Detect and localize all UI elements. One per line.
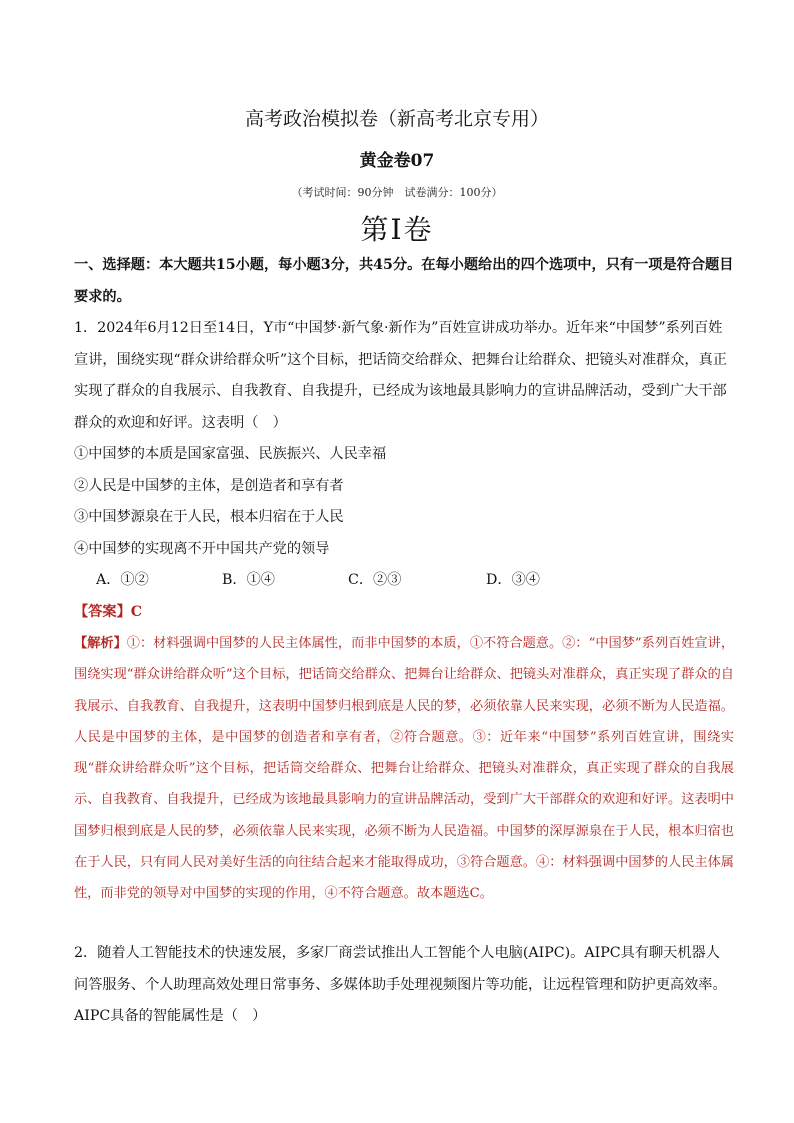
section-instructions: 一、选择题：本大题共15小题，每小题3分，共45分。在每小题给出的四个选项中，只有一项是符合题目要求的。: [74, 257, 734, 305]
choice-d: D．③④: [486, 572, 540, 588]
question-1-stem: 1．2024年6月12日至14日，Y市“中国梦·新气象·新作为”百姓宣讲成功举办。近年来“中国梦”系列百姓宣讲，围绕实现“群众讲给群众听”这个目标，把话筒交给群众、把舞台让给群众、把镜头对准群众，真正实现了群众的自我展示、自我教育、自我提升，已经成为该地最具影响力的宣讲品牌活动，受到广大干部群众的欢迎和好评。这表明（ ）: [74, 320, 727, 431]
analysis-text: ①：材料强调中国梦的人民主体属性，而非中国梦的本质，①不符合题意。②：“中国梦”系列百姓宣讲，围绕实现“群众讲给群众听”这个目标，把话筒交给群众、把舞台让给群众、把镜头对准群众，真正实现了群众的自我展示、自我教育、自我提升，这表明中国梦归根到底是人民的梦，必须依靠人民来实现，必须不断为人民造福。人民是中国梦的主体，是中国梦的创造者和享有者，②符合题意。③：近年来“中国梦”系列百姓宣讲，围绕实现“群众讲给群众听”这个目标，把话筒交给群众、把舞台让给群众、把镜头对准群众，真正实现了群众的自我展示、自我教育、自我提升，已经成为该地最具影响力的宣讲品牌活动，受到广大干部群众的欢迎和好评。这表明中国梦归根到底是人民的梦，必须依靠人民来实现，必须不断为人民造福。中国梦的深厚源泉在于人民，根本归宿也在于人民，只有同人民对美好生活的向往结合起来才能取得成功，③符合题意。④：材料强调中国梦的人民主体属性，而非党的领导对中国梦的实现的作用，④不符合题意。故本题选C。: [74, 636, 735, 902]
paper-title: 高考政治模拟卷（新高考北京专用）: [244, 108, 549, 130]
section-title: 第Ⅰ卷: [360, 213, 434, 246]
question-1-answer: [74, 597, 734, 629]
paper-subtitle: 黄金卷07: [359, 151, 435, 171]
analysis-label: 【解析】: [74, 636, 127, 651]
question-2-block: [74, 938, 734, 1033]
choice-a: A．①②: [96, 572, 149, 588]
choice-b: B．①④: [222, 572, 275, 588]
choice-c: C．②③: [348, 572, 402, 588]
question-1-option-1: ①中国梦的本质是国家富强、民族振兴、人民幸福: [74, 446, 387, 462]
answer-label: 【答案】: [74, 603, 131, 620]
question-1-choices: [74, 565, 734, 597]
question-1-option-4: ④中国梦的实现离不开中国共产党的领导: [74, 540, 330, 557]
question-1-block: [74, 250, 734, 628]
question-2-stem: 2．随着人工智能技术的快速发展，多家厂商尝试推出人工智能个人电脑(AIPC)。AIPC具有聊天机器人问答服务、个人助理高效处理日常事务、多媒体助手处理视频图片等功能，让远程管理和防护更高效率。AIPC具备的智能属性是（ ）: [74, 945, 727, 1024]
question-1-option-3: ③中国梦源泉在于人民，根本归宿在于人民: [74, 509, 344, 525]
exam-info: （考试时间：90分钟 试卷满分：100分）: [291, 186, 503, 199]
question-1-analysis: [74, 628, 734, 910]
question-1-option-2: ②人民是中国梦的主体，是创造者和享有者: [74, 477, 344, 494]
answer-value: C: [130, 603, 143, 620]
